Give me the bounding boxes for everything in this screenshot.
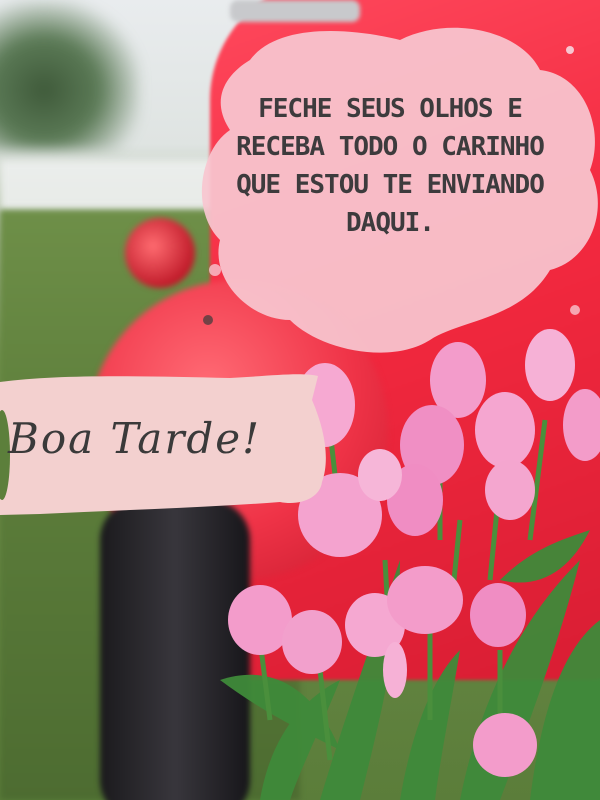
blurred-trees <box>0 0 140 150</box>
quote-line-3: QUE ESTOU TE ENVIANDO <box>236 170 544 200</box>
quote-line-4: DAQUI. <box>346 208 434 238</box>
car-headlamp <box>125 218 195 288</box>
greeting-text: Boa Tarde! <box>8 414 262 463</box>
quote-text <box>205 90 575 242</box>
car-bumper <box>230 0 360 22</box>
quote-line-2: RECEBA TODO O CARINHO <box>236 132 544 162</box>
quote-line-1: FECHE SEUS OLHOS E <box>258 94 522 124</box>
